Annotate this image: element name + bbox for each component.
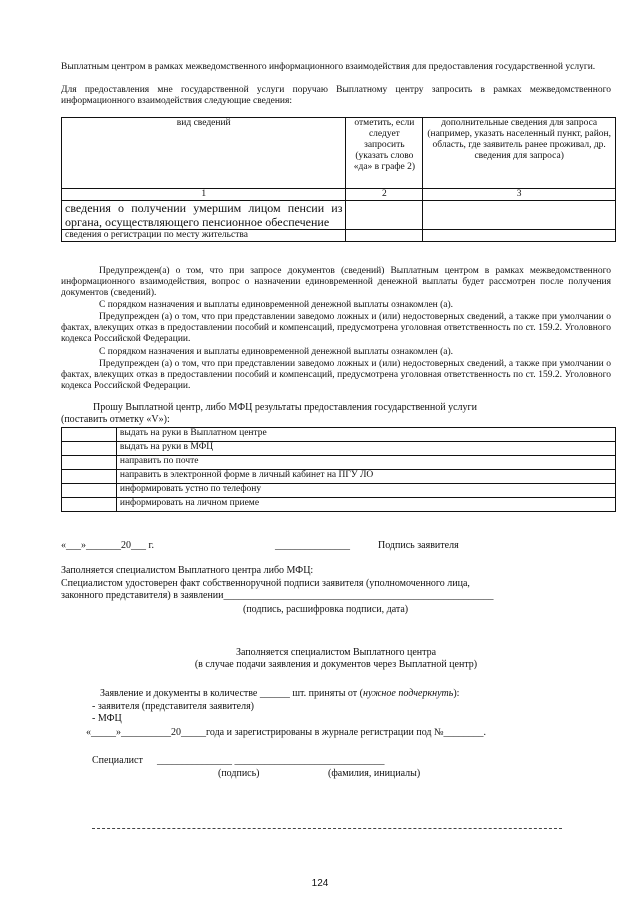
row-mark-cell[interactable] xyxy=(346,230,423,242)
header-extra-info: дополнительные сведения для запроса (например, указать населенный пункт, район, область, где заявитель ранее проживал, др. сведения для запроса) xyxy=(423,118,616,189)
warning-paragraph-4: С порядком назначения и выплаты единовременной денежной выплаты ознакомлен (а). xyxy=(99,347,454,357)
warning-paragraph-5: Предупрежден (а) о том, что при представлении заведомо ложных и (или) недостоверных сведений, а также при умолчании о фактах, влекущих отказ в предоставлении пособий и компенсаций, предусмотрена уголовная ответственность по ст. 159.2. Уголовного кодекса Российской Федерации. xyxy=(61,359,611,391)
accepted-from-applicant[interactable]: - заявителя (представителя заявителя) xyxy=(92,701,254,712)
intro-paragraph-1: Выплатным центром в рамках межведомственного информационного взаимодействия для предоставления государственной услуги. xyxy=(61,62,596,72)
option-checkbox[interactable] xyxy=(62,484,117,498)
center-section-title: Заполняется специалистом Выплатного центра xyxy=(235,647,437,658)
option-label: направить в электронной форме в личный кабинет на ПГУ ЛО xyxy=(116,470,615,484)
documents-accepted-line xyxy=(100,688,459,700)
caption-signature: (подпись) xyxy=(218,768,260,779)
option-checkbox[interactable] xyxy=(62,442,117,456)
page-number: 124 xyxy=(311,878,329,889)
row-extra-cell[interactable] xyxy=(423,201,616,230)
column-number: 2 xyxy=(346,189,423,201)
header-info-type: вид сведений xyxy=(62,118,346,189)
specialist-label: Специалист xyxy=(92,755,143,766)
registration-line[interactable]: «_____»__________20_____года и зарегистрированы в журнале регистрации под №________. xyxy=(86,727,487,738)
mfc-section-title: Заполняется специалистом Выплатного центра либо МФЦ: xyxy=(61,565,314,576)
table-row xyxy=(62,470,616,484)
documents-prefix: Заявление и документы в количестве ______ шт. приняты от ( xyxy=(100,688,363,699)
table-row xyxy=(62,498,616,512)
option-checkbox[interactable] xyxy=(62,498,117,512)
table-row xyxy=(62,230,616,242)
caption-name: (фамилия, инициалы) xyxy=(328,768,421,779)
mfc-section-text-1: Специалистом удостоверен факт собственноручной подписи заявителя (уполномоченного лица, xyxy=(61,578,470,589)
table-number-row xyxy=(62,189,616,201)
cut-line-divider xyxy=(92,828,562,829)
specialist-signature-lines[interactable]: _______________ ______________________________ xyxy=(157,755,385,766)
table-header-row xyxy=(62,118,616,189)
mfc-section-text-2[interactable]: законного представителя) в заявлении______________________________________________________ xyxy=(61,590,494,601)
request-line-2: (поставить отметку «V»): xyxy=(61,414,170,425)
option-checkbox[interactable] xyxy=(62,470,117,484)
column-number: 1 xyxy=(62,189,346,201)
signature-label: Подпись заявителя xyxy=(378,540,459,551)
header-mark: отметить, если следует запросить (указать слово «да» в графе 2) xyxy=(346,118,423,189)
signature-date[interactable]: «___»_______20___ г. xyxy=(61,540,154,551)
accepted-from-mfc[interactable]: - МФЦ xyxy=(92,713,122,724)
intro-paragraph-2: Для предоставления мне государственной услуги поручаю Выплатному центру запросить в рамках межведомственного информационного взаимодействия следующие сведения: xyxy=(61,85,611,106)
request-line-1: Прошу Выплатной центр, либо МФЦ результаты предоставления государственной услуги xyxy=(93,402,477,413)
warning-paragraph-2: С порядком назначения и выплаты единовременной денежной выплаты ознакомлен (а). xyxy=(99,300,454,310)
option-label: информировать на личном приеме xyxy=(116,498,615,512)
signature-line[interactable]: _______________ xyxy=(275,540,350,551)
table-row xyxy=(62,484,616,498)
requested-info-table xyxy=(61,117,616,242)
delivery-options-table xyxy=(61,427,616,512)
mfc-section-caption: (подпись, расшифровка подписи, дата) xyxy=(243,604,409,615)
documents-italic-note: нужное подчеркнуть xyxy=(362,688,454,699)
table-row xyxy=(62,456,616,470)
center-section-subtitle: (в случае подачи заявления и документов через Выплатной центр) xyxy=(194,659,478,670)
documents-suffix: ): xyxy=(453,688,460,699)
table-row xyxy=(62,428,616,442)
option-label: выдать на руки в МФЦ xyxy=(116,442,615,456)
option-checkbox[interactable] xyxy=(62,428,117,442)
option-label: информировать устно по телефону xyxy=(116,484,615,498)
table-row xyxy=(62,442,616,456)
row-mark-cell[interactable] xyxy=(346,201,423,230)
row-info-registration: сведения о регистрации по месту жительства xyxy=(62,230,346,242)
warning-paragraph-3: Предупрежден (а) о том, что при представлении заведомо ложных и (или) недостоверных сведений, а также при умолчании о фактах, влекущих отказ в предоставлении пособий и компенсаций, предусмотрена уголовная ответственность по ст. 159.2. Уголовного кодекса Российской Федерации. xyxy=(61,312,611,344)
warning-paragraph-1: Предупрежден(а) о том, что при запросе документов (сведений) Выплатным центром в рамках межведомственного информационного взаимодействия, вопрос о назначении единовременной денежной выплаты будет рассмотрен после получения документов (сведений). xyxy=(61,266,611,298)
row-extra-cell[interactable] xyxy=(423,230,616,242)
row-info-pension: сведения о получении умершим лицом пенсии из органа, осуществляющего пенсионное обеспечение xyxy=(62,201,346,230)
table-row xyxy=(62,201,616,230)
option-checkbox[interactable] xyxy=(62,456,117,470)
option-label: направить по почте xyxy=(116,456,615,470)
column-number: 3 xyxy=(423,189,616,201)
option-label: выдать на руки в Выплатном центре xyxy=(116,428,615,442)
